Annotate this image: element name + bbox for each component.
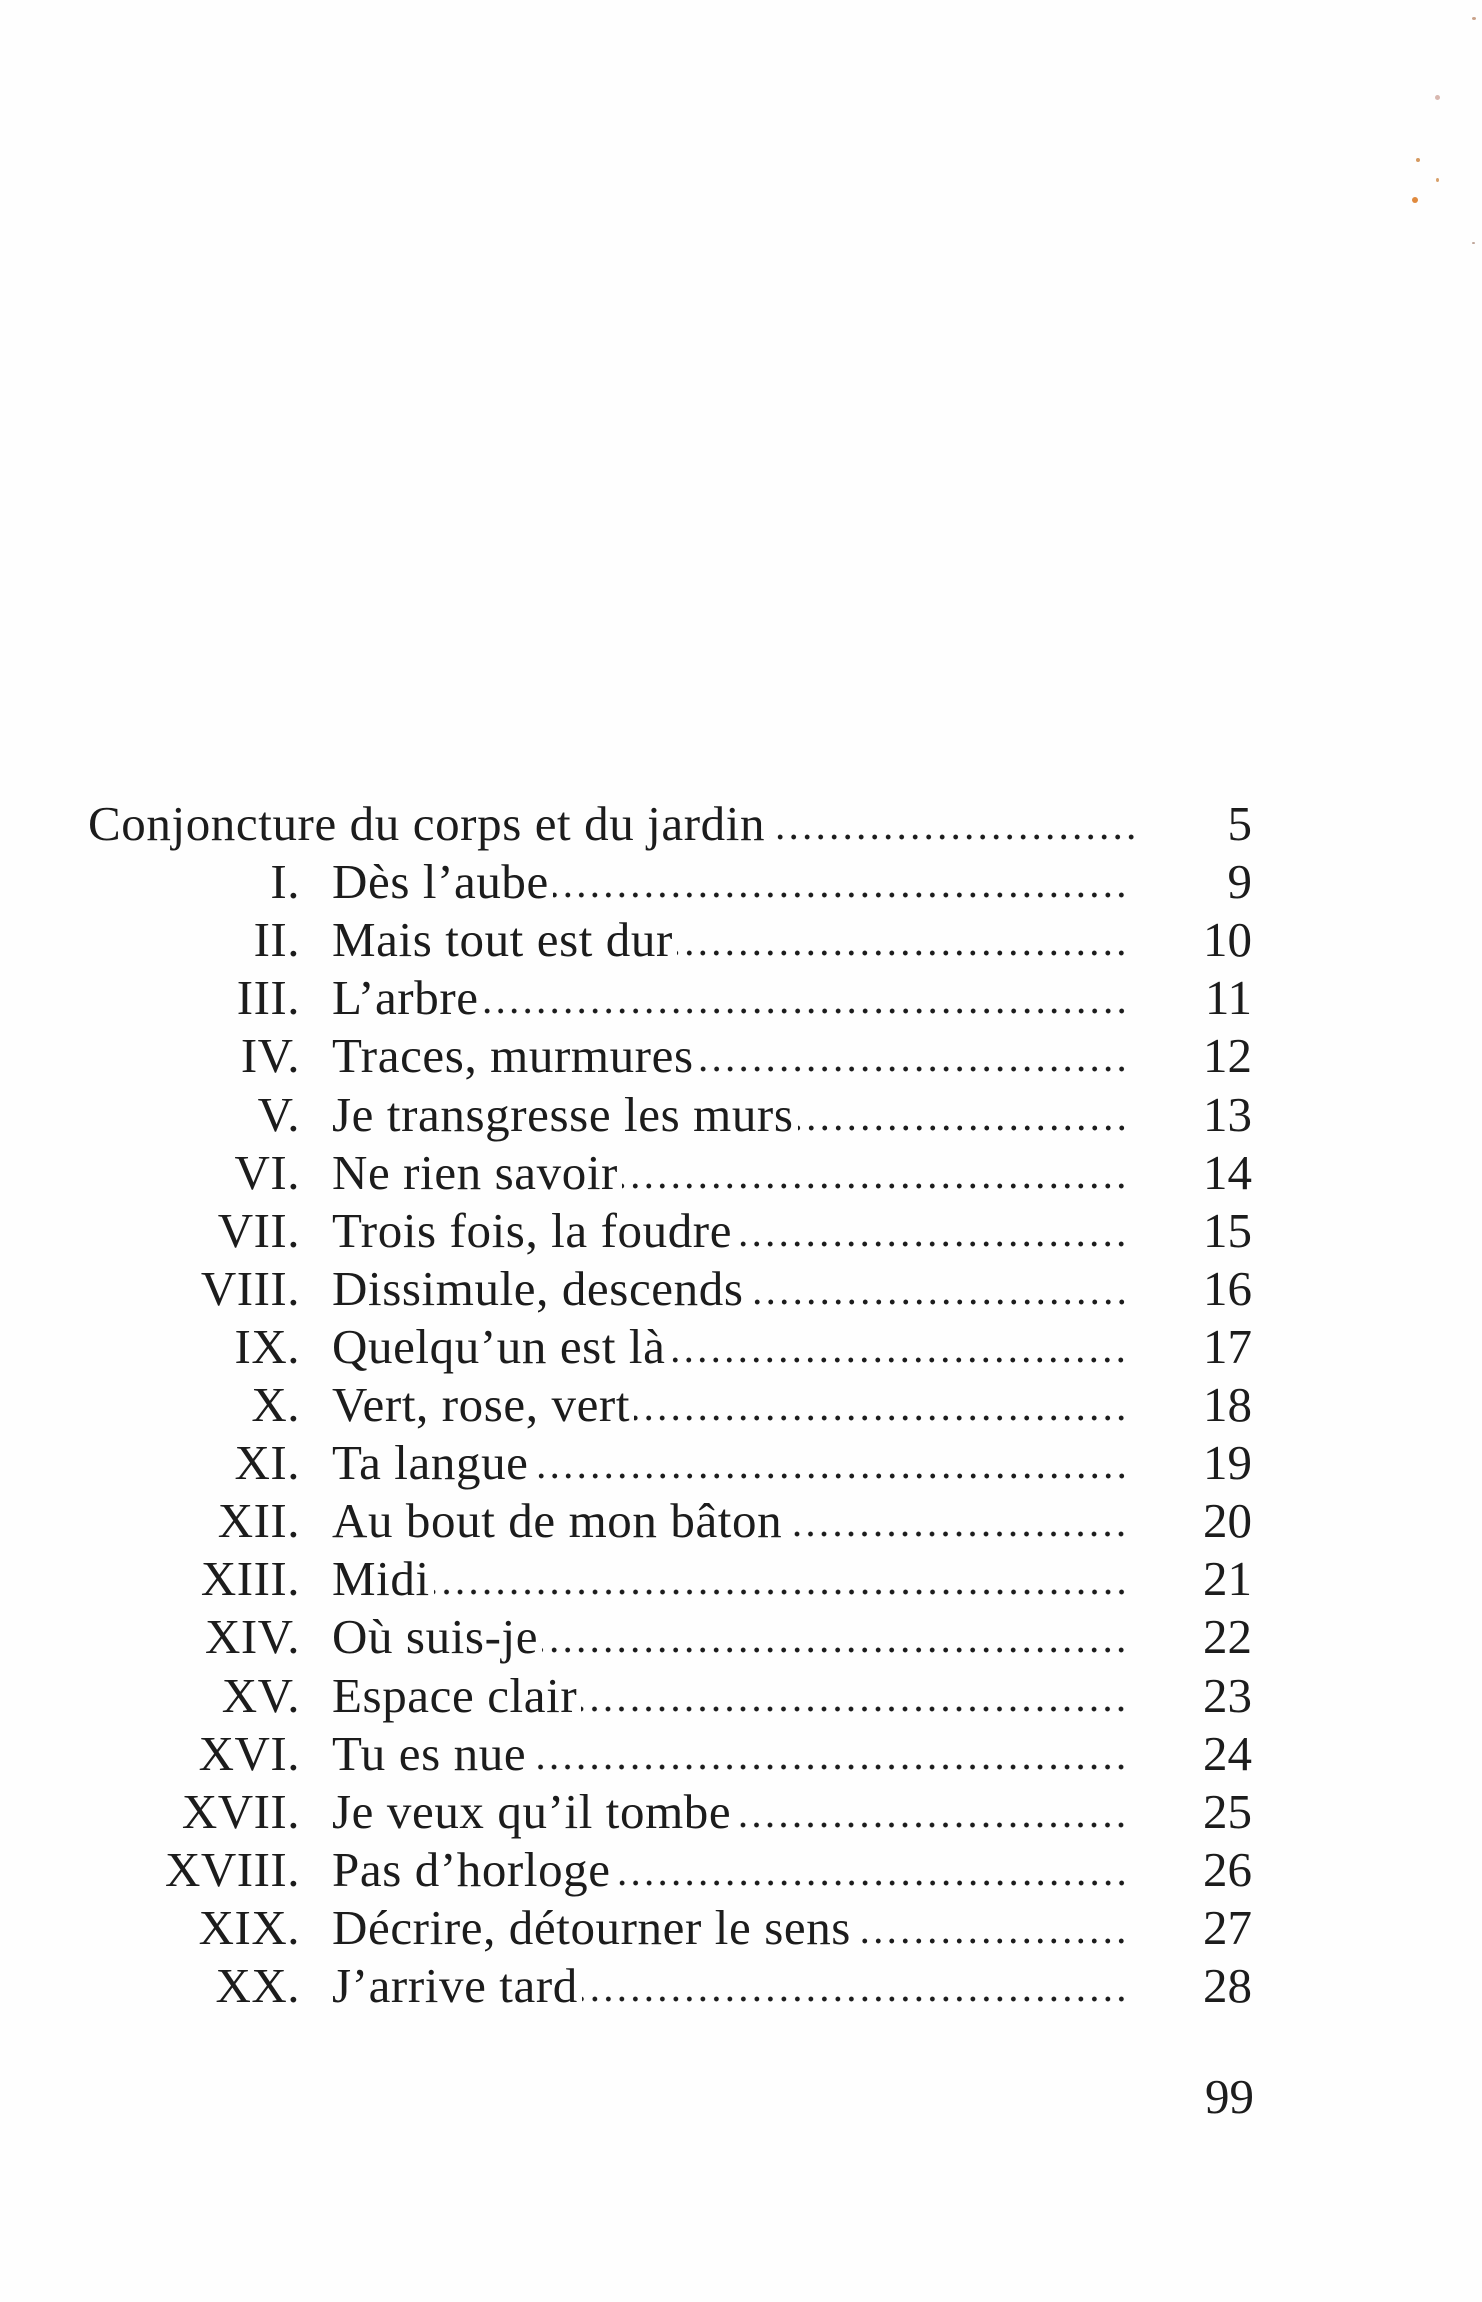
toc-entry-18[interactable] xyxy=(0,1841,1482,1899)
toc-entry-8[interactable] xyxy=(0,1260,1482,1318)
toc-entry-numeral: XIII. xyxy=(200,1551,300,1607)
toc-entry-title-wrap xyxy=(332,1027,1128,1085)
toc-entry-title: Dès l’aube xyxy=(332,854,549,910)
toc-entry-numeral: V. xyxy=(257,1086,300,1142)
toc-entry-11[interactable] xyxy=(0,1434,1482,1492)
toc-entry-title-wrap xyxy=(332,853,1128,911)
dot-leader xyxy=(698,1066,1128,1072)
toc-entry-12[interactable] xyxy=(0,1492,1482,1550)
toc-entry-17[interactable] xyxy=(0,1783,1482,1841)
toc-entry-14[interactable] xyxy=(0,1608,1482,1666)
toc-entry-title: Je veux qu’il tombe xyxy=(332,1783,732,1839)
dot-leader xyxy=(798,1125,1129,1131)
toc-entry-title-wrap xyxy=(332,1783,1128,1841)
toc-entry-title: Ta langue xyxy=(332,1435,529,1491)
toc-entry-page-number: 13 xyxy=(1203,1086,1252,1142)
dot-leader xyxy=(434,1589,1128,1595)
toc-entry-numeral: VI. xyxy=(234,1144,300,1200)
toc-entry-intro[interactable] xyxy=(0,795,1482,853)
toc-entry-page-number: 17 xyxy=(1203,1318,1252,1374)
toc-entry-page-number: 28 xyxy=(1203,1958,1252,2013)
toc-entry-title-wrap xyxy=(332,1608,1128,1666)
toc-entry-title: Quelqu’un est là xyxy=(332,1318,666,1374)
toc-entry-numeral: VIII. xyxy=(200,1260,300,1316)
folio-page-number: 99 xyxy=(1205,2069,1254,2124)
toc-entry-page-number: 22 xyxy=(1203,1609,1252,1665)
dot-leader xyxy=(769,834,1138,840)
dot-leader xyxy=(634,1415,1128,1421)
toc-entry-title-wrap xyxy=(332,1899,1128,1957)
dot-leader xyxy=(553,892,1128,898)
toc-entry-page-number: 23 xyxy=(1203,1667,1252,1723)
toc-entry-7[interactable] xyxy=(0,1202,1482,1260)
dot-leader xyxy=(542,1647,1128,1653)
toc-entry-title-wrap xyxy=(332,1492,1128,1550)
toc-entry-title: Au bout de mon bâton xyxy=(332,1493,783,1549)
dot-leader xyxy=(581,1706,1128,1712)
toc-entry-page-number: 27 xyxy=(1203,1899,1252,1955)
toc-entry-page-number: 19 xyxy=(1203,1435,1252,1491)
toc-entry-numeral: IV. xyxy=(240,1028,300,1084)
toc-entry-title: Je transgresse les murs xyxy=(332,1086,794,1142)
dot-leader xyxy=(855,1938,1128,1944)
toc-entry-title-wrap xyxy=(332,1550,1128,1608)
toc-entry-title-wrap xyxy=(332,911,1128,969)
dot-leader xyxy=(736,1241,1128,1247)
toc-entry-19[interactable] xyxy=(0,1899,1482,1957)
toc-entry-title-wrap xyxy=(332,1957,1128,2015)
toc-entry-page-number: 16 xyxy=(1203,1260,1252,1316)
toc-entry-page-number: 18 xyxy=(1203,1377,1252,1432)
toc-entry-title-wrap xyxy=(332,1086,1128,1144)
dot-leader xyxy=(483,1008,1128,1014)
dot-leader xyxy=(582,1996,1128,2002)
toc-entry-title: Trois fois, la foudre xyxy=(332,1202,733,1258)
toc-entry-numeral: XX. xyxy=(215,1958,300,2013)
toc-entry-page-number: 9 xyxy=(1227,854,1252,910)
toc-entry-title-wrap xyxy=(332,1434,1128,1492)
toc-entry-numeral: I. xyxy=(270,854,300,910)
toc-entry-2[interactable] xyxy=(0,911,1482,969)
toc-entry-page-number: 24 xyxy=(1203,1725,1252,1781)
toc-entry-page-number: 11 xyxy=(1204,970,1252,1026)
toc-entry-title-wrap xyxy=(332,1318,1128,1376)
toc-entry-title-wrap xyxy=(332,1725,1128,1783)
toc-entry-title-wrap xyxy=(332,1667,1128,1725)
toc-entry-title: Ne rien savoir xyxy=(332,1144,618,1200)
toc-entry-numeral: III. xyxy=(236,970,300,1026)
toc-entry-1[interactable] xyxy=(0,853,1482,911)
toc-entry-title-wrap xyxy=(332,1202,1128,1260)
toc-entry-page-number: 12 xyxy=(1203,1028,1252,1084)
toc-entry-title: Dissimule, descends xyxy=(332,1260,744,1316)
toc-entry-title-wrap xyxy=(332,1841,1128,1899)
toc-entry-page-number: 21 xyxy=(1203,1551,1252,1607)
toc-entry-numeral: VII. xyxy=(217,1202,300,1258)
toc-entry-title: Vert, rose, vert xyxy=(332,1377,631,1432)
toc-entry-title: Où suis-je xyxy=(332,1609,539,1665)
toc-entry-6[interactable] xyxy=(0,1144,1482,1202)
toc-entry-page-number: 20 xyxy=(1203,1493,1252,1549)
toc-entry-numeral: X. xyxy=(251,1377,300,1432)
toc-entry-numeral: XVII. xyxy=(181,1783,300,1839)
toc-entry-page-number: 5 xyxy=(1227,796,1252,851)
dot-leader xyxy=(615,1880,1128,1886)
toc-entry-numeral: XII. xyxy=(217,1493,300,1549)
toc-entry-page-number: 15 xyxy=(1203,1202,1252,1258)
toc-entry-numeral: XV. xyxy=(221,1667,300,1723)
toc-entry-page-number: 26 xyxy=(1203,1841,1252,1897)
toc-entry-title-wrap xyxy=(332,1144,1128,1202)
toc-entry-numeral: XVI. xyxy=(198,1725,300,1781)
dot-leader xyxy=(530,1764,1128,1770)
toc-entry-title-wrap xyxy=(332,969,1128,1027)
toc-entry-13[interactable] xyxy=(0,1550,1482,1608)
toc-entry-title-wrap xyxy=(332,1260,1128,1318)
toc-entry-9[interactable] xyxy=(0,1318,1482,1376)
toc-entry-title: Tu es nue xyxy=(332,1725,527,1781)
toc-entry-numeral: XVIII. xyxy=(165,1841,300,1897)
toc-entry-5[interactable] xyxy=(0,1086,1482,1144)
toc-entry-page-number: 10 xyxy=(1203,912,1252,968)
toc-entry-title-wrap xyxy=(88,795,1138,853)
dot-leader xyxy=(669,1357,1128,1363)
dot-leader xyxy=(735,1822,1128,1828)
toc-entry-page-number: 14 xyxy=(1203,1144,1252,1200)
toc-entry-title: Traces, murmures xyxy=(332,1028,694,1084)
dot-leader xyxy=(677,950,1128,956)
toc-entry-title: Mais tout est dur xyxy=(332,912,673,968)
toc-entry-page-number: 25 xyxy=(1203,1783,1252,1839)
toc-entry-3[interactable] xyxy=(0,969,1482,1027)
toc-entry-numeral: IX. xyxy=(234,1318,300,1374)
dot-leader xyxy=(748,1299,1128,1305)
toc-entry-title: J’arrive tard xyxy=(332,1958,578,2013)
toc-entry-title: L’arbre xyxy=(332,970,479,1026)
toc-entry-15[interactable] xyxy=(0,1667,1482,1725)
toc-entry-20[interactable] xyxy=(0,1957,1482,2015)
toc-entry-title: Décrire, détourner le sens xyxy=(332,1899,851,1955)
toc-entry-numeral: XI. xyxy=(234,1435,300,1491)
toc-entry-numeral: II. xyxy=(253,912,300,968)
dot-leader xyxy=(786,1531,1128,1537)
dot-leader xyxy=(622,1183,1128,1189)
toc-entry-title-wrap xyxy=(332,1376,1128,1434)
toc-entry-numeral: XIV. xyxy=(204,1609,300,1665)
toc-entry-10[interactable] xyxy=(0,1376,1482,1434)
toc-entry-numeral: XIX. xyxy=(198,1899,300,1955)
toc-entry-title: Pas d’horloge xyxy=(332,1841,611,1897)
toc-entry-title: Midi xyxy=(332,1551,430,1607)
toc-entry-4[interactable] xyxy=(0,1027,1482,1085)
dot-leader xyxy=(533,1473,1128,1479)
toc-entry-16[interactable] xyxy=(0,1725,1482,1783)
toc-entry-title: Conjoncture du corps et du jardin xyxy=(88,796,766,851)
toc-entry-title: Espace clair xyxy=(332,1667,578,1723)
